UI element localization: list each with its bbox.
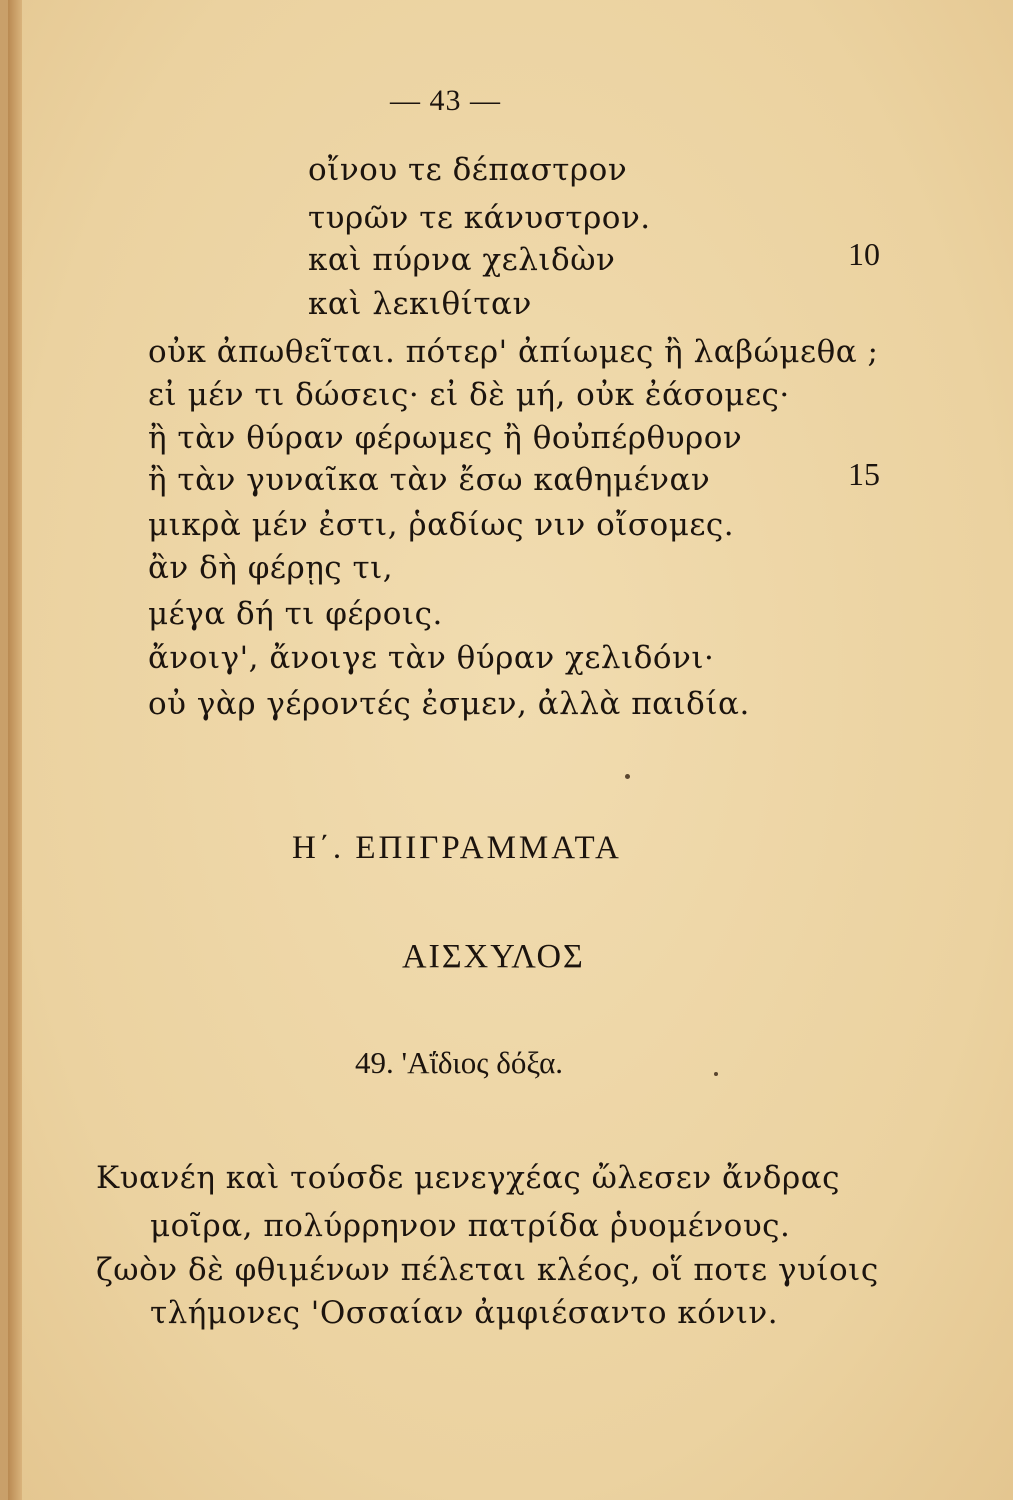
epigram-line: Κυανέη καὶ τούσδε μενεγχέας ὤλεσεν ἄνδρας — [96, 1160, 840, 1196]
poem-line: μικρὰ μέν ἐστι, ῥαδίως νιν οἴσομες. — [148, 507, 735, 543]
epigram-title: 49. 'Αΐδιος δόξα. — [355, 1045, 564, 1080]
poem-line: καὶ πύρνα χελιδὼν — [308, 242, 616, 278]
ink-speck — [714, 1072, 718, 1076]
poem-line: τυρῶν τε κάνυστρον. — [308, 200, 651, 236]
poem-line: ἂν δὴ φέρῃς τι, — [148, 550, 394, 586]
page-spine-edge — [8, 0, 22, 1500]
poem-line: οἴνου τε δέπαστρον — [308, 152, 628, 188]
poem-line: οὐκ ἀπωθεῖται. πότερ' ἀπίωμες ἢ λαβώμεθα ; — [148, 334, 879, 370]
epigram-line: τλήμονες 'Οσσαίαν ἀμφιέσαντο κόνιν. — [150, 1295, 779, 1331]
section-title: Η΄. ΕΠΙΓΡΑΜΜΑΤΑ — [292, 830, 622, 866]
poem-line: καὶ λεκιθίταν — [308, 286, 532, 322]
poem-line: εἰ μέν τι δώσεις· εἰ δὲ μή, οὐκ ἐάσομες· — [148, 377, 790, 413]
ink-speck — [625, 774, 630, 779]
poem-line: ἢ τὰν γυναῖκα τὰν ἔσω καθημέναν — [148, 462, 711, 498]
poem-line: ἄνοιγ', ἄνοιγε τὰν θύραν χελιδόνι· — [148, 640, 715, 676]
poem-line: οὐ γὰρ γέροντές ἐσμεν, ἀλλὰ παιδία. — [148, 686, 750, 722]
line-number-10: 10 — [848, 236, 880, 272]
epigram-line: μοῖρα, πολύρρηνον πατρίδα ῥυομένους. — [150, 1208, 791, 1244]
book-page — [8, 0, 1013, 1500]
author-heading: ΑΙΣΧΥΛΟΣ — [402, 938, 585, 975]
epigram-line: ζωὸν δὲ φθιμένων πέλεται κλέος, οἵ ποτε γυίοις — [96, 1252, 879, 1288]
poem-line: μέγα δή τι φέροις. — [148, 596, 443, 632]
page-number: — 43 — — [390, 84, 501, 117]
line-number-15: 15 — [848, 456, 880, 492]
poem-line: ἢ τὰν θύραν φέρωμες ἢ θοὐπέρθυρον — [148, 420, 743, 456]
